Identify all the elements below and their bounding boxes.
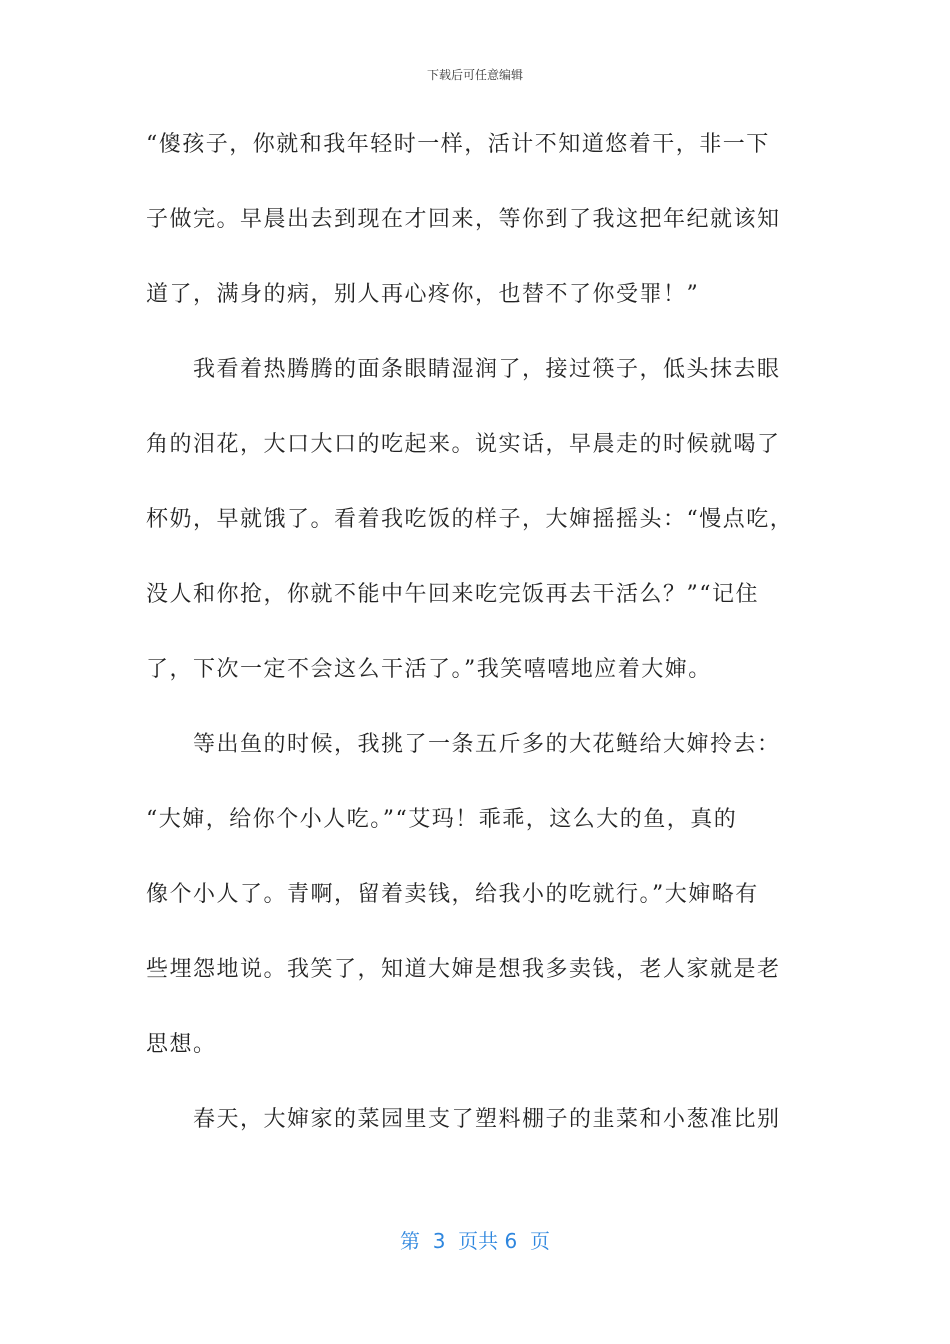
text-line: 等出鱼的时候，我挑了一条五斤多的大花鲢给大婶拎去： bbox=[193, 732, 781, 757]
page-header: 下载后可任意编辑 bbox=[426, 68, 523, 82]
document-body bbox=[146, 120, 806, 1170]
text-line: 思想。 bbox=[146, 1032, 217, 1057]
text-line: 我看着热腾腾的面条眼睛湿润了，接过筷子，低头抹去眼 bbox=[193, 357, 781, 382]
text-line: 没人和你抢，你就不能中午回来吃完饭再去干活么？”“记住 bbox=[146, 582, 759, 607]
text-line: 杯奶，早就饿了。看着我吃饭的样子，大婶摇摇头：“慢点吃， bbox=[146, 507, 794, 532]
text-line: 像个小人了。青啊，留着卖钱，给我小的吃就行。”大婶略有 bbox=[146, 882, 759, 907]
text-line: 些埋怨地说。我笑了，知道大婶是想我多卖钱，老人家就是老 bbox=[146, 957, 781, 982]
text-line: 了，下次一定不会这么干活了。”我笑嘻嘻地应着大婶。 bbox=[146, 657, 712, 682]
text-line: 道了，满身的病，别人再心疼你，也替不了你受罪！” bbox=[146, 282, 700, 307]
page-number-footer: 第 3 页共 6 页 bbox=[400, 1229, 550, 1253]
text-line: “大婶，给你个小人吃。”“艾玛！乖乖，这么大的鱼，真的 bbox=[146, 807, 738, 832]
text-line: 子做完。早晨出去到现在才回来，等你到了我这把年纪就该知 bbox=[146, 207, 781, 232]
text-line: 角的泪花，大口大口的吃起来。说实话，早晨走的时候就喝了 bbox=[146, 432, 781, 457]
text-line: 春天，大婶家的菜园里支了塑料棚子的韭菜和小葱准比别 bbox=[193, 1107, 781, 1132]
text-line: “傻孩子，你就和我年轻时一样，活计不知道悠着干，非一下 bbox=[146, 132, 770, 157]
